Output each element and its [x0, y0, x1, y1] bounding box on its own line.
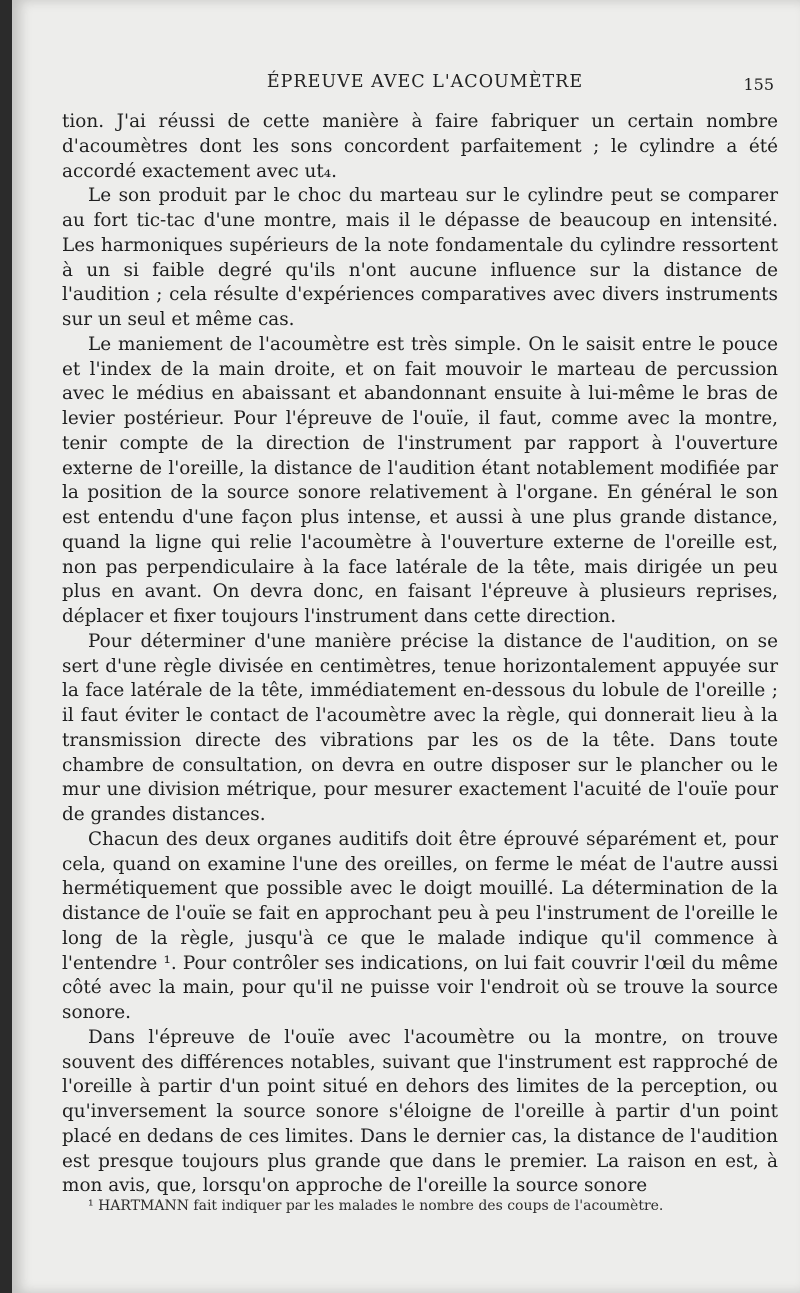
paragraph-continuation: tion. J'ai réussi de cette manière à faire fabriquer un certain nombre d'acoumètres dont les sons concordent parfaitement ; le cylindre a été accordé exactement avec ut₄.: [62, 111, 778, 182]
paragraph: Dans l'épreuve de l'ouïe avec l'acoumètre ou la montre, on trouve souvent des différences notables, suivant que l'instrument est rapproché de l'oreille à partir d'un point situé en dehors des limites de la perception, ou qu'inversement la source sonore s'éloigne de l'oreille à partir d'un point placé en dedans de ces limites. Dans le dernier cas, la distance de l'audition est presque toujours plus grande que dans le premier. La raison en est, à mon avis, que, lorsqu'on approche de l'oreille la source sonore: [62, 1026, 778, 1197]
body-text: [62, 110, 778, 1199]
book-page: [12, 0, 800, 1293]
paragraph: Chacun des deux organes auditifs doit être éprouvé séparément et, pour cela, quand on examine l'une des oreilles, on ferme le méat de l'autre aussi hermétiquement que possible avec le doigt mouillé. La détermination de la distance de l'ouïe se fait en approchant peu à peu l'instrument de l'oreille le long de la règle, jusqu'à ce que le malade indique qu'il commence à l'entendre ¹. Pour contrôler ses indications, on lui fait couvrir l'œil du même côté avec la main, pour qu'il ne puisse voir l'endroit où se trouve la source sonore.: [62, 828, 778, 1023]
paragraph: Le son produit par le choc du marteau sur le cylindre peut se comparer au fort tic-tac d'une montre, mais il le dépasse de beaucoup en intensité. Les harmoniques supérieurs de la note fondamentale du cylindre ressortent à un si faible degré qu'ils n'ont aucune influence sur la distance de l'audition ; cela résulte d'expériences comparatives avec divers instruments sur un seul et même cas.: [62, 185, 778, 330]
paragraph: Pour déterminer d'une manière précise la distance de l'audition, on se sert d'une règle divisée en centimètres, tenue horizontalement appuyée sur la face latérale de la tête, immédiatement en-dessous du lobule de l'oreille ; il faut éviter le contact de l'acoumètre avec la règle, qui donnerait lieu à la transmission directe des vibrations par les os de la tête. Dans toute chambre de consultation, on devra en outre disposer sur le plancher ou le mur une division métrique, pour mesurer exactement l'acuité de l'ouïe pour de grandes distances.: [62, 630, 778, 825]
page-header: [72, 72, 778, 102]
paragraph: Le maniement de l'acoumètre est très simple. On le saisit entre le pouce et l'index de la main droite, et on fait mouvoir le marteau de percussion avec le médius en abaissant et abandonnant ensuite à lui-même le bras de levier postérieur. Pour l'épreuve de l'ouïe, il faut, comme avec la montre, tenir compte de la direction de l'instrument par rapport à l'ouverture externe de l'oreille, la distance de l'audition étant notablement modifiée par la position de la source sonore relativement à l'organe. En général le son est entendu d'une façon plus intense, et aussi à une plus grande distance, quand la ligne qui relie l'acoumètre à l'ouverture externe de l'oreille est, non pas perpendiculaire à la face latérale de la tête, mais dirigée un peu plus en avant. On devra donc, en faisant l'épreuve à plusieurs reprises, déplacer et fixer toujours l'instrument dans cette direction.: [62, 333, 778, 627]
running-title: ÉPREUVE AVEC L'ACOUMÈTRE: [266, 72, 584, 92]
page-number: 155: [743, 75, 774, 94]
footnote: ¹ HARTMANN fait indiquer par les malades le nombre des coups de l'acoumètre.: [88, 1198, 664, 1214]
